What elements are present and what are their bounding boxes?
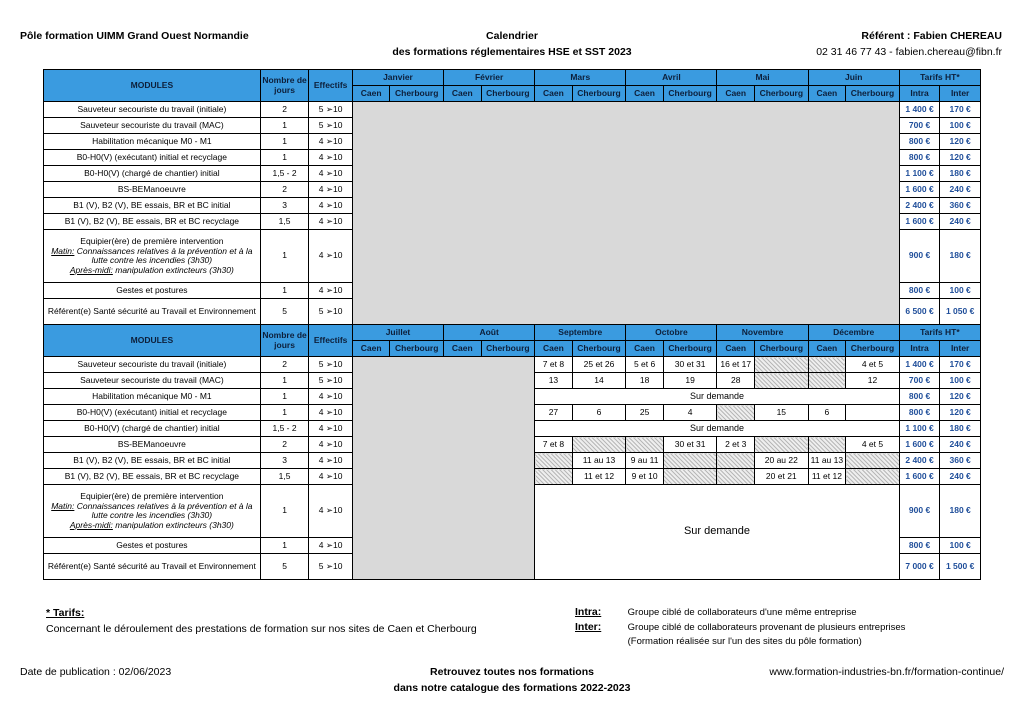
session-date: 11 et 12 xyxy=(808,469,845,485)
price-inter: 100 € xyxy=(940,283,981,299)
session-date: 6 xyxy=(808,405,845,421)
nombre-jours: 1 xyxy=(260,389,309,405)
nombre-jours: 3 xyxy=(260,453,309,469)
session-date: 20 et 21 xyxy=(754,469,808,485)
nombre-jours: 5 xyxy=(260,299,309,325)
no-session-cell xyxy=(754,373,808,389)
price-intra: 1 100 € xyxy=(899,166,940,182)
inter-text-2: (Formation réalisée sur l'un des sites du pôle formation) xyxy=(627,636,862,647)
nombre-jours: 1 xyxy=(260,118,309,134)
inter-text: Groupe ciblé de collaborateurs provenant de plusieurs entreprises xyxy=(627,622,906,633)
nombre-jours: 1 xyxy=(260,405,309,421)
module-name: BS-BEManoeuvre xyxy=(44,182,261,198)
site-cherbourg: Cherbourg xyxy=(481,341,535,357)
no-session-cell xyxy=(808,373,845,389)
apres-midi-label: Après-midi: xyxy=(69,264,113,275)
empty-cell xyxy=(846,405,900,421)
nombre-jours: 1 xyxy=(260,230,309,283)
tarifs-header: Tarifs HT* xyxy=(899,70,980,86)
module-name: Gestes et postures xyxy=(44,538,261,554)
nombre-jours: 1 xyxy=(260,283,309,299)
session-date: 2 et 3 xyxy=(717,437,754,453)
sur-demande: Sur demande xyxy=(535,421,900,437)
website-url: www.formation-industries-bn.fr/formation-continue/ xyxy=(769,666,1004,678)
nombre-jours: 1 xyxy=(260,134,309,150)
month-header: Octobre xyxy=(626,325,717,341)
matin-label: Matin: xyxy=(51,245,75,256)
price-intra: 800 € xyxy=(899,405,940,421)
session-date: 30 et 31 xyxy=(663,357,717,373)
calendar-empty-h1 xyxy=(352,102,899,325)
organization-name: Pôle formation UIMM Grand Ouest Normandie xyxy=(20,30,249,42)
price-intra: 1 100 € xyxy=(899,421,940,437)
nombre-jours: 2 xyxy=(260,182,309,198)
price-inter: 100 € xyxy=(940,538,981,554)
no-session-cell xyxy=(535,469,572,485)
month-header: Juin xyxy=(808,70,899,86)
module-name: Sauveteur secouriste du travail (MAC) xyxy=(44,118,261,134)
module-name: Gestes et postures xyxy=(44,283,261,299)
tarifs-note xyxy=(46,605,477,637)
module-name: Habilitation mécanique M0 - M1 xyxy=(44,389,261,405)
sur-demande-block: Sur demande xyxy=(535,485,900,580)
effectifs: 4 ➢10 xyxy=(309,198,353,214)
price-inter: 120 € xyxy=(940,405,981,421)
module-name: B0-H0(V) (chargé de chantier) initial xyxy=(44,166,261,182)
no-session-cell xyxy=(846,453,900,469)
intra-text: Groupe ciblé de collaborateurs d'une même entreprise xyxy=(627,607,857,618)
price-intra: 900 € xyxy=(899,230,940,283)
nombre-jours: 2 xyxy=(260,102,309,118)
price-intra: 1 400 € xyxy=(899,102,940,118)
price-inter: 1 500 € xyxy=(940,554,981,580)
session-date: 9 et 10 xyxy=(626,469,663,485)
header-row-months-h1 xyxy=(44,70,981,86)
nombre-jours: 2 xyxy=(260,437,309,453)
price-intra: 7 000 € xyxy=(899,554,940,580)
module-name: B0-H0(V) (exécutant) initial et recyclage xyxy=(44,150,261,166)
price-inter: 240 € xyxy=(940,182,981,198)
session-date: 16 et 17 xyxy=(717,357,754,373)
module-name: Habilitation mécanique M0 - M1 xyxy=(44,134,261,150)
price-intra: 1 600 € xyxy=(899,214,940,230)
module-name: B1 (V), B2 (V), BE essais, BR et BC recyclage xyxy=(44,469,261,485)
session-date: 11 au 13 xyxy=(572,453,626,469)
price-intra: 2 400 € xyxy=(899,198,940,214)
site-caen: Caen xyxy=(717,341,754,357)
month-header: Mai xyxy=(717,70,808,86)
no-session-cell xyxy=(808,357,845,373)
referent-contact xyxy=(816,28,1002,60)
catalogue-line-2: dans notre catalogue des formations 2022-2023 xyxy=(393,682,631,694)
effectifs: 5 ➢10 xyxy=(309,118,353,134)
module-name: B1 (V), B2 (V), BE essais, BR et BC initial xyxy=(44,453,261,469)
effectifs: 5 ➢10 xyxy=(309,357,353,373)
site-caen: Caen xyxy=(808,86,845,102)
referent-phone-email: 02 31 46 77 43 - fabien.chereau@fibn.fr xyxy=(816,46,1002,58)
module-name: Sauveteur secouriste du travail (initiale) xyxy=(44,357,261,373)
site-caen: Caen xyxy=(444,86,481,102)
effectifs: 4 ➢10 xyxy=(309,150,353,166)
effectifs: 4 ➢10 xyxy=(309,538,353,554)
effectifs: 4 ➢10 xyxy=(309,283,353,299)
site-cherbourg: Cherbourg xyxy=(663,341,717,357)
site-caen: Caen xyxy=(352,341,389,357)
price-inter: 360 € xyxy=(940,453,981,469)
session-date: 7 et 8 xyxy=(535,437,572,453)
session-date: 7 et 8 xyxy=(535,357,572,373)
price-inter: 240 € xyxy=(940,437,981,453)
price-inter: 1 050 € xyxy=(940,299,981,325)
session-date: 15 xyxy=(754,405,808,421)
effectifs: 4 ➢10 xyxy=(309,230,353,283)
nombre-jours: 3 xyxy=(260,198,309,214)
price-intra: 1 600 € xyxy=(899,437,940,453)
referent-name: Référent : Fabien CHEREAU xyxy=(861,30,1002,42)
month-header: Avril xyxy=(626,70,717,86)
price-inter: 360 € xyxy=(940,198,981,214)
site-caen: Caen xyxy=(444,341,481,357)
effectifs-header: Effectifs xyxy=(309,70,353,102)
apres-midi-text: manipulation extincteurs (3h30) xyxy=(112,264,234,275)
session-date: 9 au 11 xyxy=(626,453,663,469)
no-session-cell xyxy=(663,469,717,485)
price-intra: 1 600 € xyxy=(899,182,940,198)
tarifs-note-title: * Tarifs: xyxy=(46,607,85,619)
price-intra: 6 500 € xyxy=(899,299,940,325)
calendar-empty-jul-aug xyxy=(352,357,534,580)
intra-label: Intra: xyxy=(575,606,602,618)
price-intra: 1 600 € xyxy=(899,469,940,485)
session-date: 18 xyxy=(626,373,663,389)
no-session-cell xyxy=(717,469,754,485)
site-cherbourg: Cherbourg xyxy=(572,341,626,357)
title-line-2: des formations réglementaires HSE et SST 2023 xyxy=(392,46,632,58)
publication-date: Date de publication : 02/06/2023 xyxy=(20,666,172,678)
no-session-cell xyxy=(717,405,754,421)
session-date: 25 et 26 xyxy=(572,357,626,373)
matin-text: Connaissances relatives à la prévention et à la lutte contre les incendies (3h30) xyxy=(74,245,253,265)
site-cherbourg: Cherbourg xyxy=(754,341,808,357)
module-name: B1 (V), B2 (V), BE essais, BR et BC recyclage xyxy=(44,214,261,230)
price-inter: 120 € xyxy=(940,150,981,166)
session-date: 13 xyxy=(535,373,572,389)
price-intra: 700 € xyxy=(899,373,940,389)
price-intra: 700 € xyxy=(899,118,940,134)
module-name: B1 (V), B2 (V), BE essais, BR et BC initial xyxy=(44,198,261,214)
month-header: Février xyxy=(444,70,535,86)
site-cherbourg: Cherbourg xyxy=(390,341,444,357)
price-inter: 120 € xyxy=(940,134,981,150)
effectifs-header: Effectifs xyxy=(309,325,353,357)
session-date: 11 et 12 xyxy=(572,469,626,485)
table-row xyxy=(44,357,981,373)
session-date: 25 xyxy=(626,405,663,421)
site-caen: Caen xyxy=(352,86,389,102)
price-intra: 800 € xyxy=(899,389,940,405)
price-inter: 240 € xyxy=(940,469,981,485)
session-date: 19 xyxy=(663,373,717,389)
month-header: Novembre xyxy=(717,325,808,341)
effectifs: 4 ➢10 xyxy=(309,214,353,230)
intra-header: Intra xyxy=(899,341,940,357)
nombre-jours: 1 xyxy=(260,538,309,554)
no-session-cell xyxy=(754,357,808,373)
apres-midi-text: manipulation extincteurs (3h30) xyxy=(112,519,234,530)
module-name: B0-H0(V) (chargé de chantier) initial xyxy=(44,421,261,437)
nombre-jours: 1,5 xyxy=(260,469,309,485)
no-session-cell xyxy=(808,437,845,453)
modules-header: MODULES xyxy=(44,325,261,357)
session-date: 20 au 22 xyxy=(754,453,808,469)
session-date: 11 au 13 xyxy=(808,453,845,469)
inter-header: Inter xyxy=(940,341,981,357)
month-header: Janvier xyxy=(352,70,443,86)
inter-header: Inter xyxy=(940,86,981,102)
price-intra: 800 € xyxy=(899,150,940,166)
session-date: 12 xyxy=(846,373,900,389)
site-caen: Caen xyxy=(717,86,754,102)
module-name-epi xyxy=(44,230,261,283)
module-name: Référent(e) Santé sécurité au Travail et Environnement xyxy=(44,299,261,325)
nombre-jours: 5 xyxy=(260,554,309,580)
session-date: 30 et 31 xyxy=(663,437,717,453)
price-intra: 900 € xyxy=(899,485,940,538)
price-inter: 100 € xyxy=(940,373,981,389)
module-name: Equipier(ère) de première intervention xyxy=(80,491,224,501)
no-session-cell xyxy=(754,437,808,453)
month-header: Décembre xyxy=(808,325,899,341)
module-name: Sauveteur secouriste du travail (initiale) xyxy=(44,102,261,118)
site-cherbourg: Cherbourg xyxy=(846,341,900,357)
effectifs: 5 ➢10 xyxy=(309,554,353,580)
site-cherbourg: Cherbourg xyxy=(572,86,626,102)
price-intra: 1 400 € xyxy=(899,357,940,373)
matin-label: Matin: xyxy=(51,500,75,511)
session-date: 5 et 6 xyxy=(626,357,663,373)
module-name: B0-H0(V) (exécutant) initial et recyclage xyxy=(44,405,261,421)
price-inter: 170 € xyxy=(940,357,981,373)
site-caen: Caen xyxy=(535,341,572,357)
site-caen: Caen xyxy=(626,341,663,357)
module-name: Equipier(ère) de première intervention xyxy=(80,236,224,246)
price-inter: 180 € xyxy=(940,421,981,437)
module-name: Sauveteur secouriste du travail (MAC) xyxy=(44,373,261,389)
site-caen: Caen xyxy=(535,86,572,102)
price-inter: 180 € xyxy=(940,166,981,182)
session-date: 27 xyxy=(535,405,572,421)
price-intra: 800 € xyxy=(899,134,940,150)
effectifs: 4 ➢10 xyxy=(309,421,353,437)
nombre-jours-header: Nombre de jours xyxy=(260,325,309,357)
tarifs-note-text: Concernant le déroulement des prestations de formation sur nos sites de Caen et Cherbourg xyxy=(46,623,477,635)
header-row-months-h2 xyxy=(44,325,981,341)
no-session-cell xyxy=(717,453,754,469)
inter-label: Inter: xyxy=(575,621,602,633)
effectifs: 5 ➢10 xyxy=(309,102,353,118)
price-intra: 2 400 € xyxy=(899,453,940,469)
nombre-jours: 1 xyxy=(260,373,309,389)
catalogue-line-1: Retrouvez toutes nos formations xyxy=(430,666,594,678)
no-session-cell xyxy=(535,453,572,469)
site-caen: Caen xyxy=(808,341,845,357)
effectifs: 4 ➢10 xyxy=(309,182,353,198)
no-session-cell xyxy=(846,469,900,485)
effectifs: 4 ➢10 xyxy=(309,469,353,485)
price-inter: 180 € xyxy=(940,230,981,283)
nombre-jours: 1 xyxy=(260,485,309,538)
effectifs: 4 ➢10 xyxy=(309,405,353,421)
title-line-1: Calendrier xyxy=(486,30,538,42)
site-cherbourg: Cherbourg xyxy=(663,86,717,102)
price-inter: 100 € xyxy=(940,118,981,134)
nombre-jours-header: Nombre de jours xyxy=(260,70,309,102)
session-date: 28 xyxy=(717,373,754,389)
modules-header: MODULES xyxy=(44,70,261,102)
session-date: 4 et 5 xyxy=(846,437,900,453)
site-cherbourg: Cherbourg xyxy=(846,86,900,102)
price-inter: 180 € xyxy=(940,485,981,538)
tarifs-header: Tarifs HT* xyxy=(899,325,980,341)
module-name: Référent(e) Santé sécurité au Travail et Environnement xyxy=(44,554,261,580)
month-header: Juillet xyxy=(352,325,443,341)
price-inter: 240 € xyxy=(940,214,981,230)
session-date: 4 et 5 xyxy=(846,357,900,373)
site-caen: Caen xyxy=(626,86,663,102)
module-name: BS-BEManoeuvre xyxy=(44,437,261,453)
effectifs: 5 ➢10 xyxy=(309,373,353,389)
effectifs: 4 ➢10 xyxy=(309,389,353,405)
sur-demande: Sur demande xyxy=(535,389,900,405)
session-date: 4 xyxy=(663,405,717,421)
nombre-jours: 1,5 - 2 xyxy=(260,166,309,182)
site-cherbourg: Cherbourg xyxy=(481,86,535,102)
intra-inter-legend xyxy=(575,605,905,649)
effectifs: 4 ➢10 xyxy=(309,453,353,469)
month-header: Mars xyxy=(535,70,626,86)
nombre-jours: 1 xyxy=(260,150,309,166)
effectifs: 4 ➢10 xyxy=(309,485,353,538)
session-date: 14 xyxy=(572,373,626,389)
effectifs: 4 ➢10 xyxy=(309,134,353,150)
site-cherbourg: Cherbourg xyxy=(390,86,444,102)
effectifs: 4 ➢10 xyxy=(309,166,353,182)
site-cherbourg: Cherbourg xyxy=(754,86,808,102)
price-intra: 800 € xyxy=(899,538,940,554)
nombre-jours: 1,5 - 2 xyxy=(260,421,309,437)
price-intra: 800 € xyxy=(899,283,940,299)
price-inter: 170 € xyxy=(940,102,981,118)
apres-midi-label: Après-midi: xyxy=(69,519,113,530)
nombre-jours: 2 xyxy=(260,357,309,373)
table-row xyxy=(44,102,981,118)
effectifs: 5 ➢10 xyxy=(309,299,353,325)
training-calendar-table xyxy=(43,69,981,580)
nombre-jours: 1,5 xyxy=(260,214,309,230)
effectifs: 4 ➢10 xyxy=(309,437,353,453)
price-inter: 120 € xyxy=(940,389,981,405)
no-session-cell xyxy=(572,437,626,453)
no-session-cell xyxy=(626,437,663,453)
month-header: Septembre xyxy=(535,325,626,341)
session-date: 6 xyxy=(572,405,626,421)
matin-text: Connaissances relatives à la prévention et à la lutte contre les incendies (3h30) xyxy=(74,500,253,520)
module-name-epi xyxy=(44,485,261,538)
intra-header: Intra xyxy=(899,86,940,102)
no-session-cell xyxy=(663,453,717,469)
month-header: Août xyxy=(444,325,535,341)
